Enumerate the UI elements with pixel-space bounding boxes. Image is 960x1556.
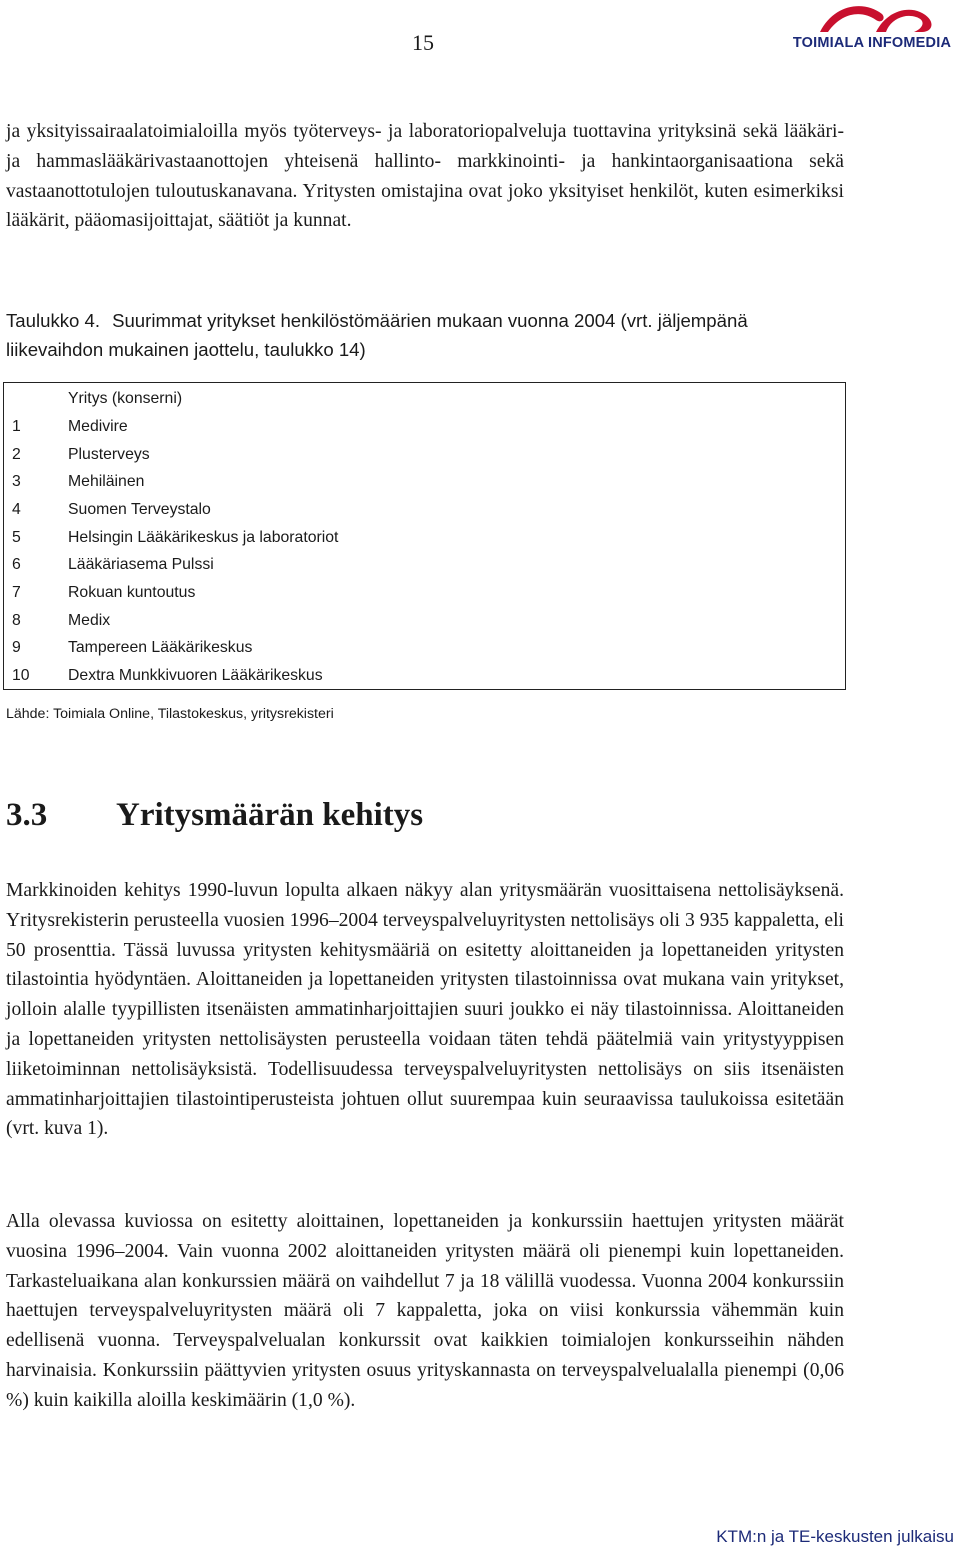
rank-cell: 2	[12, 446, 21, 463]
konkurssit-paragraph: Alla olevassa kuviossa on esitetty aloittainen, lopettaneiden ja konkurssiin haettujen yritysten määrät vuosina 1996–2004. Vain vuonna 2002 aloittaneiden yritysten määrä oli pienempi kuin lopettaneiden. Tarkasteluaikana alan konkurssien määrä on vaihdellut 7 ja 18 välillä vuodessa. Vuonna 2004 konkurssiin haettujen terveyspalveluyritysten määrä oli 7 kappaletta, joka on viisi konkurssia vähemmän kuin edellisenä vuonna. Terveyspalvelualan konkurssit ovat kaikkien toimialojen konkursseihin nähden harvinaisia. Konkurssiin päättyvien yritysten osuus yrityskannasta on terveyspalvelualalla pienempi (0,06 %) kuin kaikilla aloilla keskimäärin (1,0 %).	[6, 1211, 844, 1411]
table-row	[4, 634, 845, 662]
intro-paragraph: ja yksityissairaalatoimialoilla myös työterveys- ja laboratoriopalveluja tuottavina yrityksinä sekä lääkäri- ja hammaslääkärivastaanottojen yhteisenä hallinto- markkinointi- ja hankintaorganisaationa sekä vastaanottotulojen tuloutuskanavana. Yritysten omistajina ovat joko yksityiset henkilöt, kuten esimerkiksi lääkärit, pääomasijoittajat, säätiöt ja kunnat.	[6, 121, 844, 232]
company-cell: Plusterveys	[68, 446, 150, 463]
logo-text: TOIMIALA INFOMEDIA	[792, 35, 952, 51]
company-cell: Lääkäriasema Pulssi	[68, 556, 214, 573]
table-caption	[6, 306, 844, 364]
table-source: Lähde: Toimiala Online, Tilastokeskus, yritysrekisteri	[6, 706, 334, 722]
logo-swoosh-icon	[786, 2, 958, 36]
rank-cell: 4	[12, 501, 21, 518]
table-row	[4, 413, 845, 441]
company-cell: Helsingin Lääkärikeskus ja laboratoriot	[68, 529, 339, 546]
rank-cell: 3	[12, 473, 21, 490]
kehitys-paragraph: Markkinoiden kehitys 1990-luvun lopulta alkaen näkyy alan yritysmäärän vuosittaisena nettolisäyksenä. Yritysrekisterin perusteella vuosien 1996–2004 terveyspalveluyritysten nettolisäys oli 3 935 kappaletta, eli 50 prosenttia. Tässä luvussa yritysten kehitysmääriä on esitetty aloittaneiden ja lopettaneiden yritysten tilastointia hyödyntäen. Aloittaneiden ja lopettaneiden yritysten tilastoinnissa ovat mukana vain yritykset, jolloin alalle tyypillisten itsenäisten ammatinharjoittajien suuri joukko ei näy tilastoinnissa. Aloittaneiden ja lopettaneiden yritysten nettolisäysten perusteella voidaan täten tehdä päätelmiä vain yritystyyppisen liiketoiminnan nettolisäyksistä. Todellisuudessa terveyspalveluyritysten nettolisäys on siis itsenäisten ammatinharjoittajien tilastointiperusteista johtuen ollut suurempaa kuin seuraavissa taulukoissa esitetään (vrt. kuva 1).	[6, 880, 844, 1140]
table-row	[4, 468, 845, 496]
section-title: Yritysmäärän kehitys	[116, 797, 424, 833]
footer-publication: KTM:n ja TE-keskusten julkaisu	[716, 1527, 954, 1546]
rank-cell: 8	[12, 612, 21, 629]
rank-cell: 10	[12, 667, 30, 684]
company-cell: Rokuan kuntoutus	[68, 584, 196, 601]
table-caption-label: Taulukko 4.	[6, 310, 101, 331]
table-row	[4, 524, 845, 552]
table-header-row	[4, 385, 845, 413]
table-row	[4, 579, 845, 607]
rank-cell: 9	[12, 639, 21, 656]
company-cell: Mehiläinen	[68, 473, 145, 490]
table-row	[4, 496, 845, 524]
company-cell: Medivire	[68, 418, 128, 435]
rank-cell: 5	[12, 529, 21, 546]
table-row	[4, 662, 845, 690]
company-cell: Suomen Terveystalo	[68, 501, 211, 518]
page-number: 15	[412, 30, 434, 55]
section-heading	[6, 797, 423, 834]
company-cell: Dextra Munkkivuoren Lääkärikeskus	[68, 667, 323, 684]
table-caption-text: Suurimmat yritykset henkilöstömäärien mukaan vuonna 2004 (vrt. jäljempänä liikevaihdon mukainen jaottelu, taulukko 14)	[6, 310, 748, 360]
table-row	[4, 551, 845, 579]
company-cell: Medix	[68, 612, 111, 629]
company-cell: Tampereen Lääkärikeskus	[68, 639, 253, 656]
companies-table	[3, 382, 846, 690]
table-row	[4, 441, 845, 469]
section-number: 3.3	[6, 797, 48, 833]
table-row	[4, 607, 845, 635]
rank-cell: 7	[12, 584, 21, 601]
rank-cell: 6	[12, 556, 21, 573]
rank-cell: 1	[12, 418, 21, 435]
toimiala-infomedia-logo	[786, 2, 958, 54]
column-header: Yritys (konserni)	[68, 390, 183, 407]
